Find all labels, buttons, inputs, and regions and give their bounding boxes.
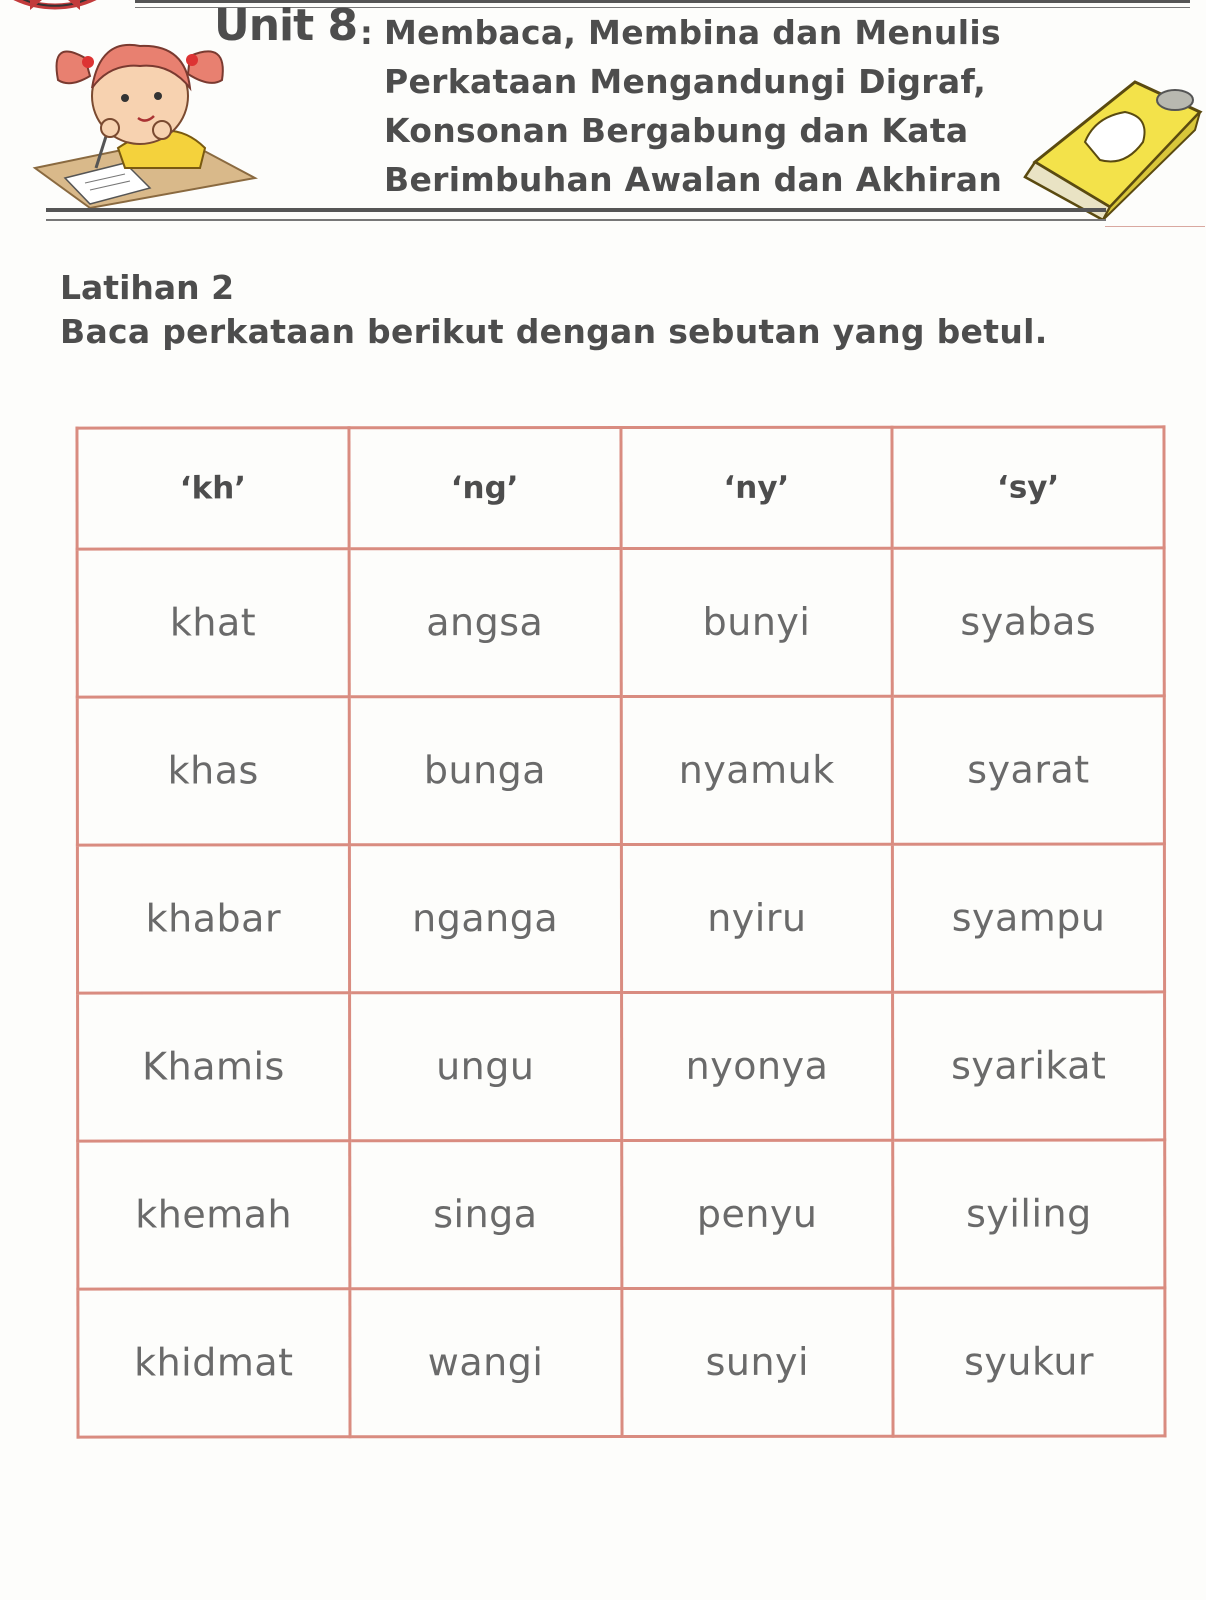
table-row [78, 1288, 1165, 1437]
exercise-title: Latihan 2 [60, 268, 235, 307]
word-cell: khat [77, 549, 349, 697]
word-cell: wangi [350, 1288, 622, 1436]
unit-label: Unit 8 [214, 0, 358, 51]
word-cell: angsa [349, 548, 621, 696]
word-cell: khemah [78, 1141, 350, 1289]
column-header-kh: ‘kh’ [77, 428, 349, 549]
book-illustration [1015, 72, 1205, 220]
word-cell: syabas [892, 548, 1164, 696]
word-cell: khas [77, 697, 349, 845]
subtitle-line: Konsonan Bergabung dan Kata [384, 111, 969, 150]
word-cell: nyiru [621, 844, 893, 992]
word-cell: syarikat [893, 992, 1165, 1140]
header-divider [46, 208, 1106, 221]
subtitle-line: Membaca, Membina dan Menulis [384, 13, 1001, 52]
word-cell: syarat [893, 696, 1165, 844]
word-cell: sunyi [621, 1288, 893, 1436]
word-cell: singa [349, 1140, 621, 1288]
word-cell: bunga [349, 696, 621, 844]
word-cell: syukur [893, 1288, 1165, 1436]
word-cell: khidmat [78, 1289, 350, 1437]
subtitle-line: Berimbuhan Awalan dan Akhiran [384, 160, 1003, 199]
table-row [77, 844, 1164, 993]
exercise-instruction: Baca perkataan berikut dengan sebutan yang betul. [60, 312, 1048, 351]
column-header-sy: ‘sy’ [892, 427, 1164, 548]
word-cell: Khamis [78, 993, 350, 1141]
unit-separator: : [360, 14, 373, 52]
digraph-word-table [75, 425, 1166, 1438]
table-row [78, 1140, 1165, 1289]
header-divider-tail [1105, 226, 1205, 228]
table-row [78, 992, 1165, 1141]
word-cell: penyu [621, 1140, 893, 1288]
column-header-ng: ‘ng’ [349, 428, 621, 549]
table-row [77, 548, 1164, 697]
word-cell: nganga [349, 844, 621, 992]
table-row [77, 696, 1164, 845]
word-cell: bunyi [621, 548, 893, 696]
word-cell: syampu [893, 844, 1165, 992]
word-cell: ungu [349, 992, 621, 1140]
table-header-row [77, 427, 1164, 549]
subtitle-line: Perkataan Mengandungi Digraf, [384, 62, 987, 101]
column-header-ny: ‘ny’ [620, 427, 892, 548]
unit-subtitle [384, 8, 1024, 204]
word-cell: khabar [77, 845, 349, 993]
word-cell: syiling [893, 1140, 1165, 1288]
word-cell: nyamuk [621, 696, 893, 844]
word-cell: nyonya [621, 992, 893, 1140]
